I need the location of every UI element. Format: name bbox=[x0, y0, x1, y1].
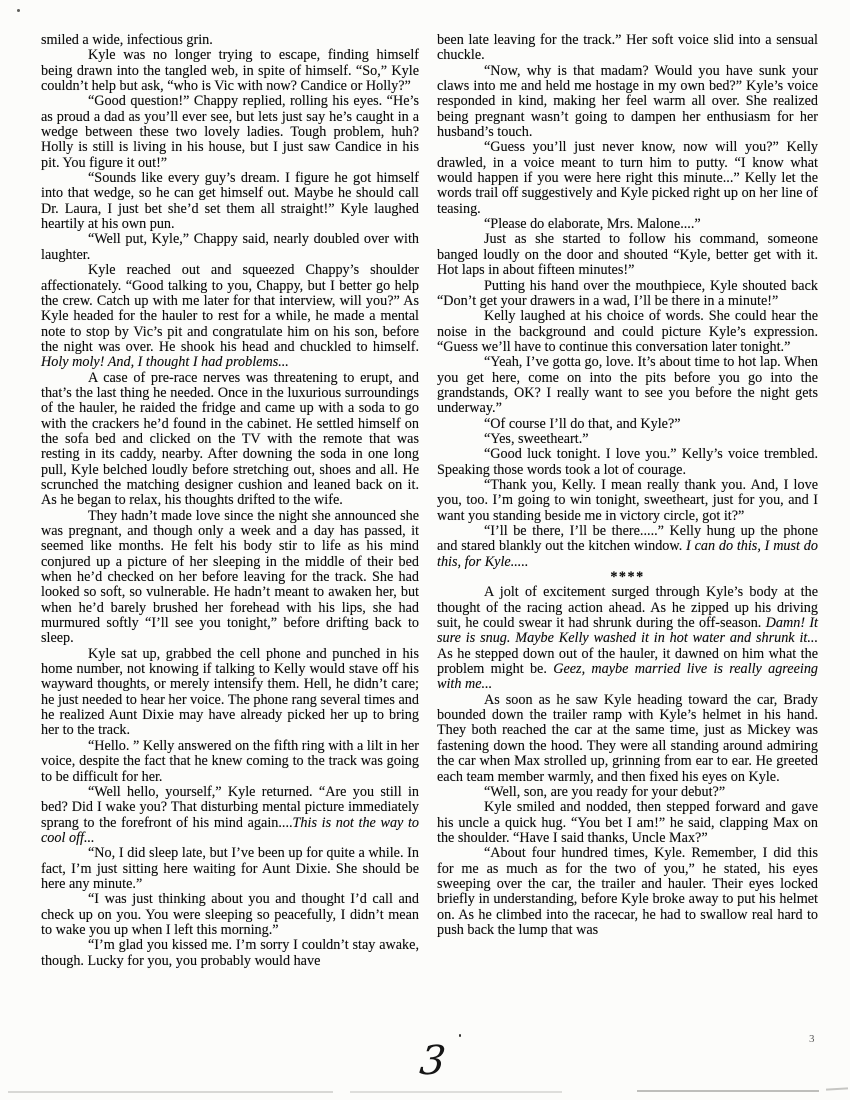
paragraph bbox=[437, 217, 818, 232]
italic-text-run: This is not the way to cool off... bbox=[41, 814, 420, 846]
scan-edge-artifact bbox=[637, 1090, 819, 1092]
paragraph bbox=[437, 800, 818, 846]
faint-corner-page-number: 3 bbox=[809, 1033, 815, 1045]
section-separator bbox=[437, 570, 818, 585]
text-run: “Sounds like every guy’s dream. I figure he got himself into that wedge, so he can get himself out. Maybe he should call Dr. Laura, I just bet she’d set them all straight!” Kyle laughed heartily at his own pun. bbox=[41, 170, 419, 233]
text-run: As soon as he saw Kyle heading toward the car, Brady bounded down the trailer ramp with Kyle’s helmet in his hand. They both reached the car at the same time, just as Mickey was fastening down the hood. They were all standing around admiring the car when Max strolled up, grinning from ear to ear. He greeted each team member warmly, and then fixed his eyes on Kyle. bbox=[437, 691, 818, 785]
text-run: been late leaving for the track.” Her soft voice slid into a sensual chuckle. bbox=[437, 32, 818, 64]
text-run: “Please do elaborate, Mrs. Malone....” bbox=[484, 216, 701, 233]
paragraph bbox=[437, 417, 818, 432]
paragraph bbox=[41, 739, 419, 785]
text-run: “Now, why is that madam? Would you have sunk your claws into me and held me hostage in my own bed?” Kyle’s voice responded in kind, making her feel warm all over. She realized being pregnant wasn’t going to dampen her enthusiasm for her husband’s touch. bbox=[437, 62, 818, 141]
text-run: “Good luck tonight. I love you.” Kelly’s voice trembled. Speaking those words took a lot of courage. bbox=[437, 446, 818, 478]
handwritten-page-number: 3 bbox=[417, 1038, 448, 1084]
text-run: “Thank you, Kelly. I mean really thank you. And, I love you, too. I’m going to win tonight, sweetheart, just for you, and I want you standing beside me in victory circle, got it?” bbox=[437, 476, 818, 524]
text-run: “Well, son, are you ready for your debut?” bbox=[484, 783, 726, 800]
paragraph bbox=[41, 232, 419, 263]
text-run: “Hello. ” Kelly answered on the fifth ring with a lilt in her voice, despite the fact that he knew coming to the track was going to be difficult for her. bbox=[41, 737, 419, 785]
paragraph bbox=[437, 432, 818, 447]
text-run: Kyle smiled and nodded, then stepped forward and gave his uncle a quick hug. “You bet I am!” he said, clapping Max on the shoulder. “Have I said thanks, Uncle Max?” bbox=[437, 799, 818, 846]
paragraph bbox=[41, 263, 419, 370]
scan-speck-bottom bbox=[459, 1034, 461, 1037]
text-run: Just as she started to follow his command, someone banged loudly on the door and shouted “Kyle, better get with it. Hot laps in about fifteen minutes!” bbox=[437, 231, 818, 279]
text-run: “Well hello, yourself,” Kyle returned. “Are you still in bed? Did I wake you? That disturbing mental picture immediately sprang to the forefront of his mind again.... bbox=[41, 783, 419, 831]
text-run: “Well put, Kyle,” Chappy said, nearly doubled over with laughter. bbox=[41, 231, 419, 263]
paragraph bbox=[41, 94, 419, 171]
paragraph bbox=[41, 938, 419, 969]
scan-edge-artifact bbox=[8, 1091, 333, 1093]
paragraph bbox=[437, 524, 818, 570]
text-run: Putting his hand over the mouthpiece, Kyle shouted back “Don’t get your drawers in a wad, I’ll be there in a minute!” bbox=[437, 277, 818, 309]
text-run: “I’ll be there, I’ll be there.....” Kelly hung up the phone and stared blankly out the kitchen window. bbox=[437, 523, 818, 555]
italic-text-run: Damn! It sure is snug. Maybe Kelly washed it in hot water and shrunk it... bbox=[437, 615, 818, 647]
paragraph bbox=[41, 846, 419, 892]
paragraph bbox=[437, 279, 818, 310]
paragraph bbox=[437, 355, 818, 416]
text-run: “Of course I’ll do that, and Kyle?” bbox=[484, 415, 681, 432]
paragraph bbox=[41, 647, 419, 739]
right-text-column bbox=[437, 33, 818, 938]
paragraph bbox=[437, 478, 818, 524]
paragraph bbox=[437, 309, 818, 355]
paragraph bbox=[437, 785, 818, 800]
paragraph bbox=[437, 846, 818, 938]
text-run: A jolt of excitement surged through Kyle’s body at the thought of the racing action ahead. As he zipped up his driving suit, he could swear it had shrunk during the off-season. bbox=[437, 584, 818, 632]
text-run: “No, I did sleep late, but I’ve been up for quite a while. In fact, I’m just sitting here waiting for Aunt Dixie. She should be here any minute.” bbox=[41, 845, 419, 892]
text-run: Kyle reached out and squeezed Chappy’s shoulder affectionately. “Good talking to you, Chappy, but I better go help the crew. Catch up with me later for that interview, will you?” As Kyle headed for the hauler to rest for a while, he made a mental note to stop by Vic’s pit and congratulate him on his son, before the night was over. He shook his head and chuckled to himself. bbox=[41, 262, 419, 355]
paragraph bbox=[437, 33, 818, 64]
paragraph bbox=[41, 48, 419, 94]
scan-edge-artifact bbox=[350, 1091, 562, 1093]
text-run: “I was just thinking about you and thought I’d call and check up on you. You were sleeping so peacefully, I didn’t mean to wake you up when I left this morning.” bbox=[41, 891, 419, 938]
italic-text-run: Geez, maybe married live is really agreeing with me... bbox=[437, 661, 819, 693]
scan-edge-artifact bbox=[826, 1087, 848, 1090]
text-run: “Yes, sweetheart.” bbox=[484, 430, 589, 447]
text-run: As he stepped down out of the hauler, it dawned on him what the problem might be. bbox=[437, 645, 818, 678]
scan-speck-top-left bbox=[17, 9, 20, 12]
text-run: A case of pre-race nerves was threatening to erupt, and that’s the last thing he needed. Once in the luxurious surroundings of the hauler, he raided the fridge and came up with a soda to go with the crackers he’d found in the cabinet. He settled himself on the sofa bed and clicked on the TV with the remote that was resting in its caddy, nearby. After downing the soda in one long pull, Kyle belched loudly before stretching out, shoes and all. He scrunched the matching designer cushion and leaned back on it. As he began to relax, his thoughts drifted to the wife. bbox=[41, 369, 419, 509]
paragraph bbox=[437, 232, 818, 278]
italic-text-run: I can do this, I must do this, for Kyle..... bbox=[437, 538, 818, 570]
italic-text-run: Holy moly! And, I thought I had problems... bbox=[41, 354, 289, 371]
text-run: They hadn’t made love since the night she announced she was pregnant, and though only a week and a day has passed, it seemed like months. He felt his body stir to life as his mind conjured up a picture of her sleeping in the middle of their bed when he’d checked on her before leaving for the track. She had looked so soft, so vulnerable. He hadn’t meant to awaken her, but when he’d barely brushed her forehead with his lips, she had murmured softly “I’ll see you tonight,” before drifting back to sleep. bbox=[41, 507, 419, 647]
text-run: Kyle was no longer trying to escape, finding himself being drawn into the tangled web, in spite of himself. “So,” Kyle couldn’t help but ask, “who is Vic with now? Candice or Holly?” bbox=[41, 47, 419, 95]
paragraph bbox=[41, 892, 419, 938]
text-run: **** bbox=[610, 569, 645, 586]
text-run: “Yeah, I’ve gotta go, love. It’s about time to hot lap. When you get here, come on into the pits before you go into the grandstands, OK? I really want to see you before the night gets underway.” bbox=[437, 354, 818, 417]
text-run: “About four hundred times, Kyle. Remember, I did this for me as much as for the two of you,” he stated, his eyes sweeping over the car, the trailer and hauler. Their eyes locked briefly in understanding, before Kyle broke away to put his helmet on. As he climbed into the racecar, he had to swallow real hard to push back the lump that was bbox=[437, 845, 818, 938]
paragraph bbox=[41, 171, 419, 232]
paragraph bbox=[437, 585, 818, 692]
paragraph bbox=[41, 371, 419, 509]
paragraph bbox=[437, 64, 818, 141]
text-run: “I’m glad you kissed me. I’m sorry I couldn’t stay awake, though. Lucky for you, you probably would have bbox=[41, 937, 419, 969]
paragraph bbox=[41, 33, 419, 48]
left-text-column bbox=[41, 33, 419, 969]
text-run: Kelly laughed at his choice of words. She could hear the noise in the background and could picture Kyle’s expression. “Guess we’ll have to continue this conversation later tonight.” bbox=[437, 308, 818, 355]
paragraph bbox=[41, 785, 419, 846]
text-run: “Guess you’ll just never know, now will you?” Kelly drawled, in a voice meant to turn him to putty. “I know what would happen if you were here right this minute...” Kelly let the words trail off suggestively and Kyle picked right up on her line of teasing. bbox=[437, 139, 818, 217]
paragraph bbox=[437, 447, 818, 478]
text-run: smiled a wide, infectious grin. bbox=[41, 32, 213, 48]
paragraph bbox=[437, 693, 818, 785]
paragraph bbox=[437, 140, 818, 217]
paragraph bbox=[41, 509, 419, 647]
text-run: “Good question!” Chappy replied, rolling his eyes. “He’s as proud a dad as you’ll ever see, but lets just say he’s caught in a wedge between these two lovely ladies. Tough problem, huh? Holly is still is living in his house, but I just saw Candice in his pit. You figure it out!” bbox=[41, 93, 419, 171]
text-run: Kyle sat up, grabbed the cell phone and punched in his home number, not knowing if talking to Kelly would stave off his wayward thoughts, or merely intensify them. Hell, he didn’t care; he just needed to hear her voice. The phone rang several times and he realized Aunt Dixie may have already picked her up to bring her to the track. bbox=[41, 645, 419, 739]
